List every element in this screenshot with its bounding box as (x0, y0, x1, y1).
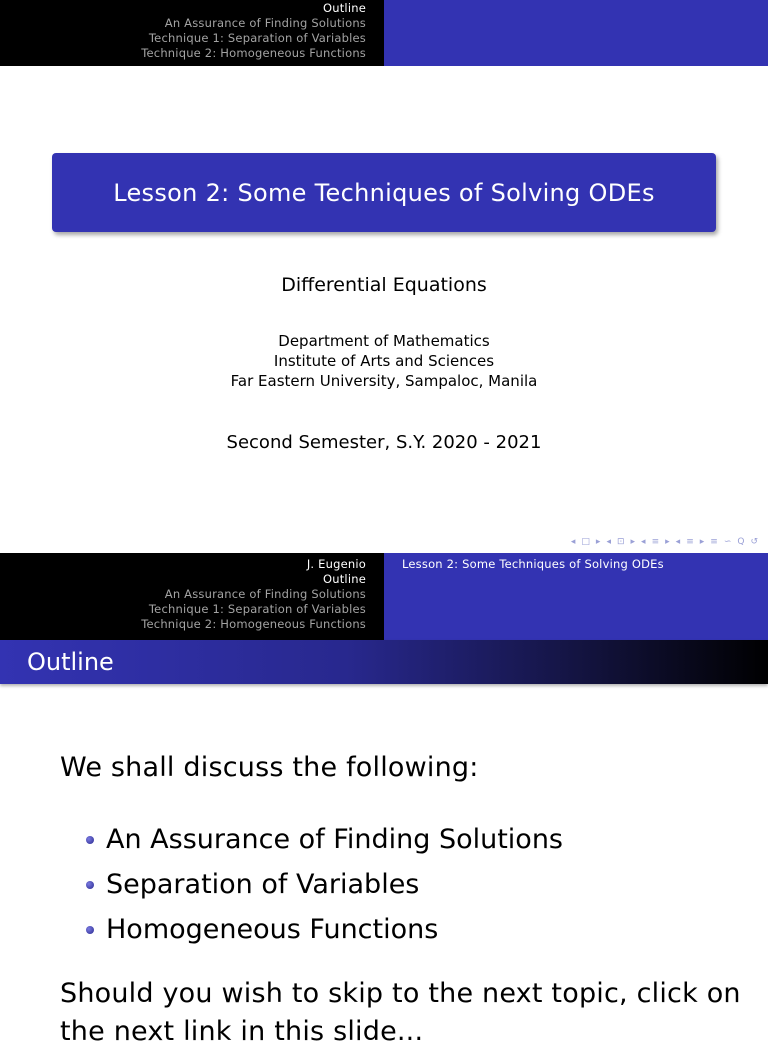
headline-title-area (384, 553, 768, 640)
section-link-technique-1[interactable]: Technique 1: Separation of Variables (148, 31, 366, 45)
nav-back-icon[interactable]: ∽ (723, 537, 732, 547)
presentation-title: Lesson 2: Some Techniques of Solving ODEs (113, 178, 655, 207)
nav-next-frame-icon[interactable]: ▸ (595, 537, 601, 547)
nav-prev-document-icon[interactable]: ◂ (675, 537, 681, 547)
list-item-text: Homogeneous Functions (106, 914, 439, 945)
nav-search-icon[interactable]: Q (737, 537, 745, 547)
navigation-symbols (569, 537, 760, 547)
presentation-date: Second Semester, S.Y. 2020 - 2021 (226, 432, 542, 453)
section-link-technique-2[interactable]: Technique 2: Homogeneous Functions (141, 617, 366, 631)
frame-title-bar (0, 640, 768, 684)
nav-prev-section-icon[interactable]: ◂ (641, 537, 646, 547)
institute-line: Far Eastern University, Sampaloc, Manila (230, 372, 538, 390)
nav-next-section-icon[interactable]: ▸ (665, 537, 670, 547)
section-link-outline[interactable]: Outline (322, 1, 366, 15)
nav-prev-subsection-icon[interactable]: ◂ (606, 537, 611, 547)
list-item (86, 907, 563, 952)
headline-bar (0, 553, 768, 640)
list-item-text: Separation of Variables (106, 869, 420, 900)
presentation-title-box (52, 153, 716, 232)
nav-frame-icon[interactable]: □ (581, 537, 590, 547)
nav-prev-frame-icon[interactable]: ◂ (570, 537, 576, 547)
institute-line: Institute of Arts and Sciences (273, 352, 495, 370)
section-link-assurance[interactable]: An Assurance of Finding Solutions (164, 587, 366, 601)
outline-slide (0, 553, 768, 1047)
frame-title: Outline (27, 648, 114, 676)
section-link-assurance[interactable]: An Assurance of Finding Solutions (164, 16, 366, 30)
nav-subsection-icon[interactable]: ⊡ (616, 537, 625, 547)
topic-list (86, 817, 563, 952)
nav-next-document-icon[interactable]: ▸ (699, 537, 705, 547)
list-item (86, 862, 563, 907)
nav-forward-icon[interactable]: ↺ (750, 537, 758, 547)
nav-appendix-icon[interactable]: ≡ (710, 537, 718, 547)
section-navigation (0, 0, 384, 66)
skip-instruction-line-2: the next link in this slide... (60, 1016, 424, 1047)
nav-next-subsection-icon[interactable]: ▸ (630, 537, 636, 547)
list-item-text: An Assurance of Finding Solutions (106, 824, 563, 855)
bullet-icon (86, 836, 94, 844)
bullet-icon (86, 926, 94, 934)
author-name: J. Eugenio (306, 557, 366, 571)
skip-instruction-line-1: Should you wish to skip to the next topic, click on (60, 978, 741, 1009)
nav-section-icon[interactable]: ≡ (651, 537, 660, 547)
institute-block (0, 331, 768, 391)
headline-bar (0, 0, 768, 66)
headline-title-area (384, 0, 768, 66)
nav-document-icon[interactable]: ≡ (686, 537, 694, 547)
presentation-subtitle: Differential Equations (281, 274, 487, 296)
short-title: Lesson 2: Some Techniques of Solving ODEs (402, 557, 664, 571)
bullet-icon (86, 881, 94, 889)
list-item (86, 817, 563, 862)
section-navigation (0, 553, 384, 640)
section-link-outline[interactable]: Outline (322, 572, 366, 586)
institute-line: Department of Mathematics (278, 332, 490, 350)
section-link-technique-2[interactable]: Technique 2: Homogeneous Functions (141, 46, 366, 60)
intro-text: We shall discuss the following: (60, 752, 479, 783)
section-link-technique-1[interactable]: Technique 1: Separation of Variables (148, 602, 366, 616)
